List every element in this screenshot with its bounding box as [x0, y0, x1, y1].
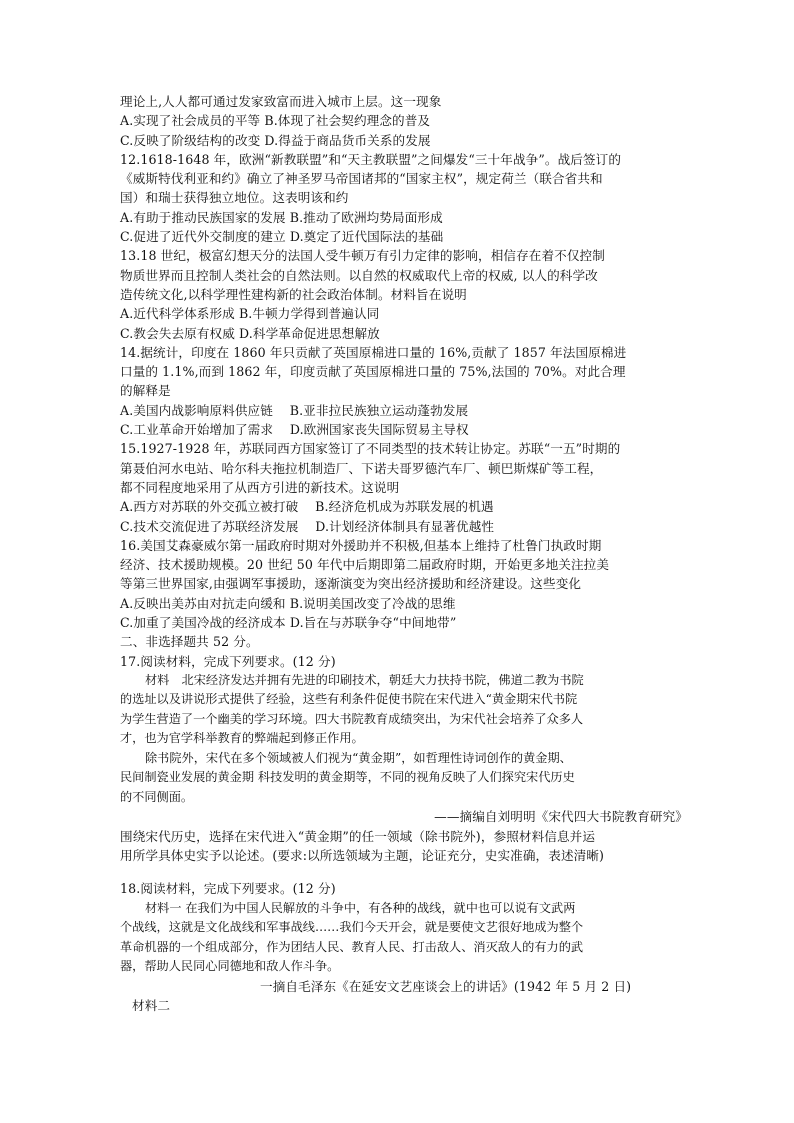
q18-material-line-1: 材料一 在我们为中国人民解放的斗争中，有各种的战线，就中也可以说有文武两 [145, 900, 576, 915]
q13-line-2: 物质世界而且控制人类社会的自然法则。以自然的权威取代上帝的权威, 以人的科学改 [120, 267, 598, 283]
q18-material-line-2: 个战线，这就是文化战线和军事战线……我们今天开会，就是要使文艺很好地成为整个 [120, 920, 584, 935]
section-heading: 二、非选择题共 52 分。 [120, 634, 259, 650]
q17-material-line-4: 才，也为官学科举教育的弊端起到修正作用。 [120, 731, 364, 746]
q13-options-cd: C.教会失去原有权威 D.科学革命促进思想解放 [120, 325, 380, 341]
q17-material-line-6: 民间制瓷业发展的黄金期 科技发明的黄金期等，不同的视角反映了人们探究宋代历史 [120, 770, 575, 785]
q14-line-3: 的解释是 [120, 383, 171, 399]
q16-options-cd: C.加重了美国冷战的经济成本 D.旨在与苏联争夺“中间地带” [120, 615, 457, 631]
q18-heading: 18.阅读材料，完成下列要求。(12 分) [120, 881, 336, 897]
q14-line-1: 14.据统计，印度在 1860 年只贡献了英国原棉进口量的 16%,贡献了 1857 年法国原棉进 [120, 344, 627, 360]
q15-line-1: 15.1927-1928 年，苏联同西方国家签订了不同类型的技术转让协定。苏联“一五”时期的 [120, 441, 621, 457]
q15-line-2: 第聂伯河水电站、哈尔科夫拖拉机制造厂、下诺夫哥罗德汽车厂、顿巴斯煤矿等工程， [120, 460, 603, 476]
q11-stem-tail: 理论上,人人都可通过发家致富而进入城市上层。这一现象 [120, 94, 442, 109]
q14-options-ab: A.美国内战影响原料供应链 B.亚非拉民族独立运动蓬勃发展 [120, 402, 469, 418]
exam-page [120, 92, 690, 1015]
q11-options-cd: C.反映了阶级结构的改变 D.得益于商品货币关系的发展 [120, 132, 431, 148]
q16-line-1: 16.美国艾森豪威尔第一届政府时期对外援助并不积极,但基本上维持了杜鲁门执政时期 [120, 537, 602, 553]
q17-material-line-1: 材料 北宋经济发达并拥有先进的印刷技术，朝廷大力扶持书院，佛道二教为书院 [145, 672, 584, 687]
q18-source: 一摘自毛泽东《在延安文艺座谈会上的讲话》(1942 年 5 月 2 日) [260, 978, 632, 994]
q17-material-line-2: 的选址以及讲说形式提供了经验，这些有利条件促使书院在宋代进入“黄金期宋代书院 [120, 692, 578, 707]
q14-options-cd: C.工业革命开始增加了需求 D.欧洲国家丧失国际贸易主导权 [120, 422, 469, 438]
q16-line-3: 等第三世界国家,由强调军事援助，逐渐演变为突出经济援助和经济建设。这些变化 [120, 576, 582, 592]
q17-material-line-5: 除书院外，宋代在多个领域被人们视为“黄金期”，如哲理性诗词创作的黄金期、 [145, 750, 572, 765]
q15-options-ab: A.西方对苏联的外交孤立被打破 B.经济危机成为苏联发展的机遇 [120, 499, 494, 515]
q12-options-ab: A.有助于推动民族国家的发展 B.推动了欧洲均势局面形成 [120, 209, 443, 225]
q18-material-2-label: 材料二 [132, 997, 171, 1013]
q12-line-3: 国）和瑞士获得独立地位。这表明该和约 [120, 190, 349, 206]
q18-material-line-3: 革命机器的一个组成部分，作为团结人民、教育人民、打击敌人、消灭敌人的有力的武 [120, 939, 584, 954]
q16-options-ab: A.反映出美苏由对抗走向缓和 B.说明美国改变了冷战的思维 [120, 595, 456, 611]
q15-line-3: 都不同程度地采用了从西方引进的新技术。这说明 [120, 479, 400, 495]
q13-line-1: 13.18 世纪，极富幻想天分的法国人受牛顿万有引力定律的影响，相信存在着不仅控制 [120, 248, 605, 264]
q11-options-ab: A.实现了社会成员的平等 B.体现了社会契约理念的普及 [120, 113, 431, 129]
q17-material-line-7: 的不同侧面。 [120, 789, 194, 804]
q17-material-line-3: 为学生营造了一个幽美的学习环境。四大书院教育成绩突出，为宋代社会培养了众多人 [120, 711, 584, 726]
q17-source: ——摘编自刘明明《宋代四大书院教育研究》 [434, 809, 688, 825]
q17-task-line-2: 用所学具体史实予以论述。(要求:以所选领域为主题，论证充分，史实准确，表述清晰) [120, 848, 605, 863]
q12-line-1: 12.1618-1648 年，欧洲“新教联盟”和“天主教联盟”之间爆发“三十年战争”。战后签订的 [120, 151, 622, 167]
q13-line-3: 造传统文化,以科学理性建构新的社会政治体制。材料旨在说明 [120, 286, 467, 302]
q12-line-2: 《威斯特伐利亚和约》确立了神圣罗马帝国诸邦的“国家主权”，规定荷兰（联合省共和 [120, 171, 603, 187]
q12-options-cd: C.促进了近代外交制度的建立 D.奠定了近代国际法的基础 [120, 229, 444, 245]
spacer [120, 865, 690, 879]
q18-material-line-4: 器，帮助人民同心同德地和敌人作斗争。 [120, 959, 340, 974]
q17-heading: 17.阅读材料，完成下列要求。(12 分) [120, 653, 336, 669]
q17-task-line-1: 围绕宋代历史，选择在宋代进入“黄金期”的任一领域（除书院外)，参照材料信息并运 [120, 828, 596, 844]
q16-line-2: 经济、技术援助规模。20 世纪 50 年代中后期即第二届政府时期，开始更多地关注拉美 [120, 557, 610, 573]
q15-options-cd: C.技术交流促进了苏联经济发展 D.计划经济体制具有显著优越性 [120, 518, 495, 534]
q14-line-2: 口量的 1.1%,而到 1862 年，印度贡献了英国原棉进口量的 75%,法国的 70%。对此合理 [120, 364, 626, 380]
q13-options-ab: A.近代科学体系形成 B.牛顿力学得到普遍认同 [120, 306, 380, 322]
